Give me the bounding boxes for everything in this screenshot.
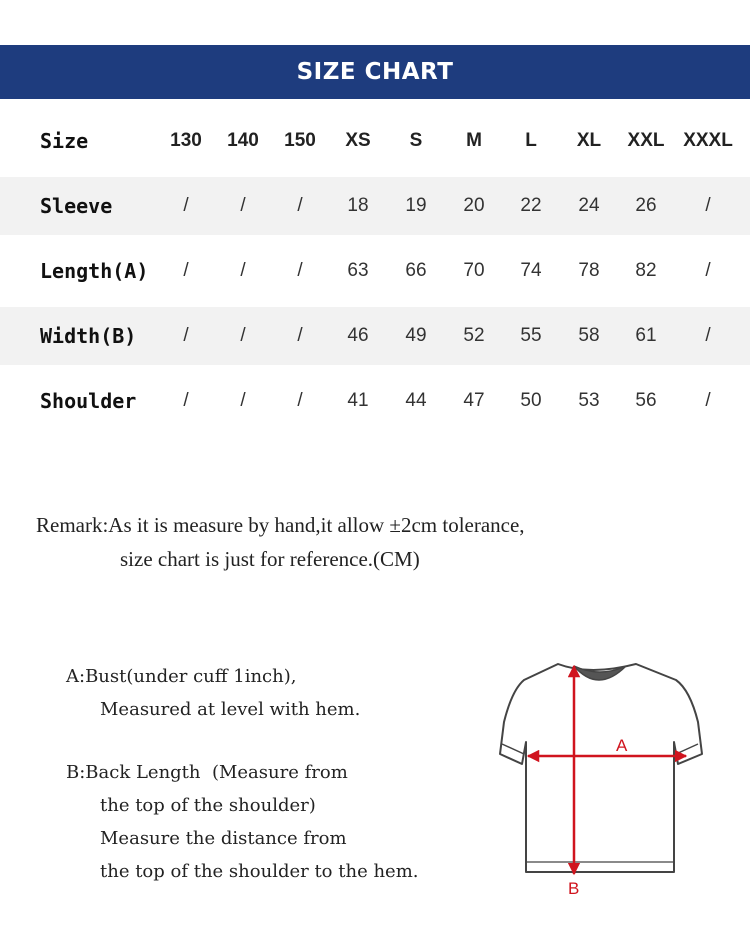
table-cell: 61 (635, 325, 657, 346)
row-label: Width(B) (40, 324, 137, 348)
table-cell: 24 (578, 195, 600, 216)
table-cell: / (240, 325, 246, 346)
size-table (0, 112, 750, 430)
size-chart-title: SIZE CHART (296, 59, 454, 85)
table-cell: 66 (405, 260, 427, 281)
table-cell: 49 (405, 325, 427, 346)
note-a-line-2: Measured at level with hem. (100, 699, 361, 720)
table-cell: 55 (520, 325, 542, 346)
size-chart-banner (0, 45, 750, 99)
table-cell: / (183, 325, 189, 346)
note-b-line-2: the top of the shoulder) (100, 795, 316, 816)
size-header-cell: XS (345, 130, 371, 151)
size-header-cell: M (466, 130, 482, 151)
table-cell: 63 (347, 260, 369, 281)
table-cell: 50 (520, 390, 542, 411)
table-cell: / (183, 195, 189, 216)
table-cell: / (183, 390, 189, 411)
table-cell: 41 (347, 390, 369, 411)
remark-text (36, 508, 525, 576)
table-cell: / (297, 195, 303, 216)
table-cell: 26 (635, 195, 657, 216)
table-cell: 46 (347, 325, 369, 346)
table-cell: 78 (578, 260, 600, 281)
size-header-cell: 140 (227, 130, 259, 151)
table-cell: / (705, 325, 711, 346)
row-label: Length(A) (40, 259, 149, 283)
note-b-line-3: Measure the distance from (100, 828, 347, 849)
table-cell: 22 (520, 195, 542, 216)
table-cell: / (183, 260, 189, 281)
note-b-line-4: the top of the shoulder to the hem. (100, 861, 419, 882)
table-cell: 58 (578, 325, 600, 346)
table-cell: / (705, 390, 711, 411)
remark-line-2: size chart is just for reference.(CM) (120, 547, 420, 571)
table-cell: 18 (347, 195, 369, 216)
size-header-cell: L (525, 130, 537, 151)
row-label: Sleeve (40, 194, 113, 218)
size-header-cell: 130 (170, 130, 202, 151)
table-cell: 74 (520, 260, 542, 281)
table-cell: 47 (463, 390, 485, 411)
table-cell: 82 (635, 260, 657, 281)
table-header-row (0, 112, 750, 170)
label-a: A (616, 736, 628, 755)
measurement-notes (66, 660, 418, 888)
table-cell: / (297, 390, 303, 411)
tshirt-outline-icon (500, 664, 702, 872)
table-cell: 53 (578, 390, 600, 411)
table-cell: / (705, 195, 711, 216)
table-cell: / (240, 260, 246, 281)
table-row-sleeve (0, 177, 750, 235)
table-cell: 44 (405, 390, 427, 411)
table-cell: / (240, 390, 246, 411)
table-cell: 56 (635, 390, 657, 411)
table-row-width (0, 307, 750, 365)
size-header-cell: S (409, 130, 423, 151)
remark-line-1: Remark:As it is measure by hand,it allow ±2cm tolerance, (36, 513, 525, 537)
size-header-cell: XL (576, 130, 602, 151)
row-label: Shoulder (40, 389, 137, 413)
tshirt-diagram (490, 650, 710, 900)
table-cell: / (297, 325, 303, 346)
table-cell: / (705, 260, 711, 281)
table-row-shoulder (0, 372, 750, 430)
note-b-line-1: B:Back Length (Measure from (66, 762, 348, 783)
table-cell: / (297, 260, 303, 281)
size-header-cell: XXXL (683, 130, 733, 151)
table-cell: 20 (463, 195, 485, 216)
table-row-length (0, 242, 750, 300)
table-cell: 19 (405, 195, 427, 216)
table-cell: / (240, 195, 246, 216)
label-b: B (568, 879, 580, 898)
size-header-cell: 150 (284, 130, 316, 151)
header-label: Size (40, 129, 89, 153)
table-cell: 70 (463, 260, 485, 281)
note-a-line-1: A:Bust(under cuff 1inch), (66, 666, 297, 687)
size-header-cell: XXL (627, 130, 665, 151)
table-cell: 52 (463, 325, 485, 346)
